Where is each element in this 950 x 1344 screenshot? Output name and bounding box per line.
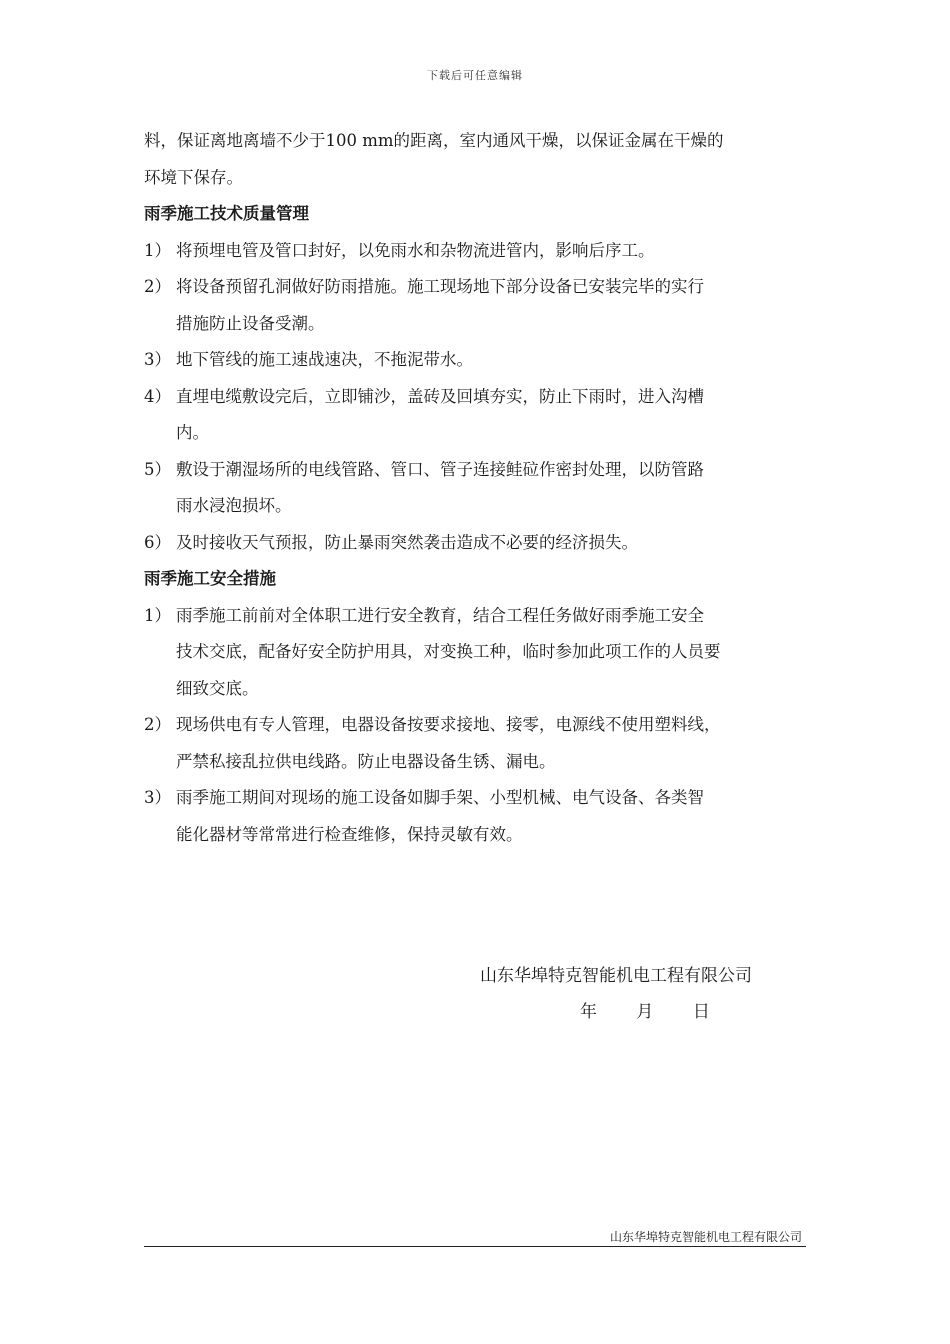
list-item bbox=[144, 379, 814, 452]
item-number: 3） bbox=[144, 350, 171, 369]
date-day: 日 bbox=[692, 1002, 710, 1022]
item-text: 严禁私接乱拉供电线路。防止电器设备生锈、漏电。 bbox=[176, 751, 556, 771]
item-number: 2） bbox=[144, 277, 171, 296]
item-text: 将预埋电管及管口封好，以免雨水和杂物流进管内，影响后序工。 bbox=[176, 240, 655, 260]
item-text: 雨季施工期间对现场的施工设备如脚手架、小型机械、电气设备、各类智 bbox=[176, 788, 704, 807]
item-text: 雨水浸泡损坏。 bbox=[176, 496, 292, 515]
item-text: 细致交底。 bbox=[176, 678, 259, 698]
list-item bbox=[144, 452, 814, 525]
intro-line: 环境下保存。 bbox=[144, 167, 243, 187]
signature-date bbox=[580, 994, 744, 1030]
item-text: 措施防止设备受潮。 bbox=[176, 313, 325, 333]
item-text: 将设备预留孔洞做好防雨措施。施工现场地下部分设备已安装完毕的实行 bbox=[176, 277, 704, 296]
intro-line: 料，保证离地离墙不少于100 mm的距离，室内通风干燥，以保证金属在干燥的 bbox=[144, 131, 724, 150]
item-text: 及时接收天气预报，防止暴雨突然袭击造成不必要的经济损失。 bbox=[176, 532, 638, 552]
section-heading-quality: 雨季施工技术质量管理 bbox=[144, 204, 309, 223]
item-text: 敷设于潮湿场所的电线管路、管口、管子连接鲑砬作密封处理，以防管路 bbox=[176, 459, 704, 479]
signature-company: 山东华埠特克智能机电工程有限公司 bbox=[480, 966, 752, 986]
footer-divider bbox=[144, 1246, 806, 1247]
item-text: 雨季施工前前对全体职工进行安全教育，结合工程任务做好雨季施工安全 bbox=[176, 605, 704, 625]
item-text: 现场供电有专人管理，电器设备按要求接地、接零，电源线不使用塑料线， bbox=[176, 715, 721, 734]
date-year: 年 bbox=[580, 1002, 597, 1022]
item-number: 2） bbox=[144, 715, 171, 734]
item-text: 技术交底，配备好安全防护用具，对变换工种，临时参加此项工作的人员要 bbox=[176, 642, 721, 661]
date-month: 月 bbox=[636, 1002, 654, 1022]
item-text: 能化器材等常常进行检查维修，保持灵敏有效。 bbox=[176, 824, 523, 844]
item-number: 4） bbox=[144, 386, 171, 406]
item-text: 内。 bbox=[176, 423, 209, 442]
list-item bbox=[144, 707, 814, 780]
list-item bbox=[144, 233, 814, 270]
list-item bbox=[144, 342, 814, 379]
document-body bbox=[144, 123, 814, 853]
item-number: 6） bbox=[144, 532, 171, 552]
item-text: 地下管线的施工速战速决，不拖泥带水。 bbox=[176, 350, 473, 369]
item-number: 1） bbox=[144, 240, 171, 260]
item-text: 直埋电缆敷设完后，立即铺沙，盖砖及回填夯实，防止下雨时，进入沟槽 bbox=[176, 386, 704, 406]
list-item bbox=[144, 525, 814, 562]
list-item bbox=[144, 598, 814, 708]
footer-company: 山东华埠特克智能机电工程有限公司 bbox=[609, 1230, 802, 1244]
section-heading-safety: 雨季施工安全措施 bbox=[144, 569, 276, 588]
item-number: 5） bbox=[144, 459, 171, 479]
header-note: 下载后可任意编辑 bbox=[427, 69, 523, 82]
item-number: 3） bbox=[144, 788, 171, 807]
list-item bbox=[144, 269, 814, 342]
item-number: 1） bbox=[144, 605, 171, 625]
list-item bbox=[144, 780, 814, 853]
